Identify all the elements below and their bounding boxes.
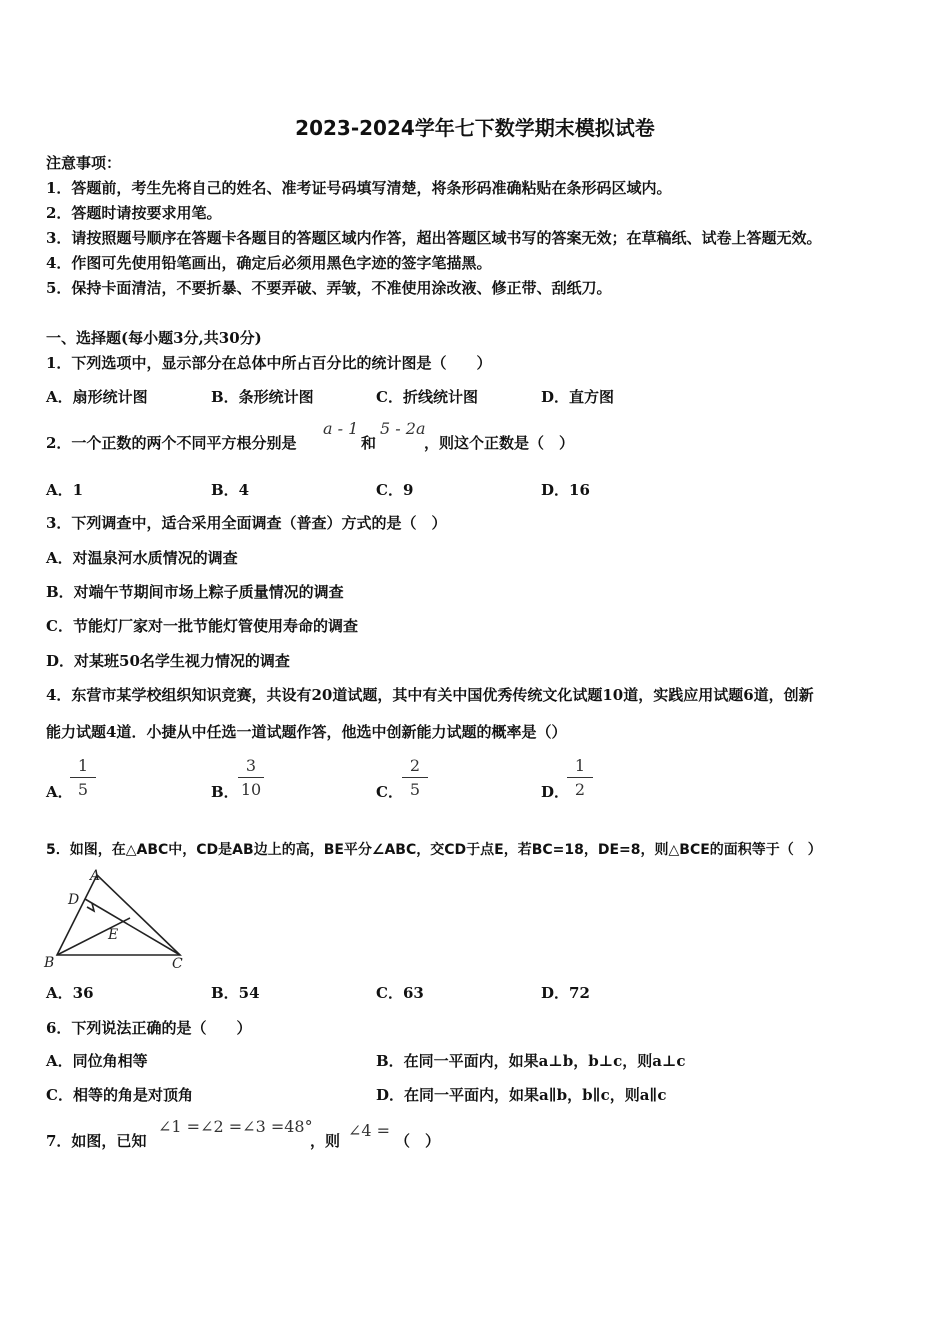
notice-item: 2．答题时请按要求用笔。 <box>46 204 222 222</box>
fraction-denominator: 5 <box>409 780 421 799</box>
vertex-label-a: A <box>90 868 101 884</box>
question-4-stem-line-2: 能力试题4道．小捷从中任选一道试题作答，他选中创新能力试题的概率是（） <box>46 723 567 741</box>
q6-option-a: A．同位角相等 <box>46 1052 148 1070</box>
question-3-stem: 3．下列调查中，适合采用全面调查（普查）方式的是（ ） <box>46 514 447 532</box>
question-7-stem-start: 7．如图，已知 <box>46 1132 147 1150</box>
question-1-stem: 1．下列选项中，显示部分在总体中所占百分比的统计图是（ ） <box>46 354 492 372</box>
question-5-stem: 5．如图，在△ABC中，CD是AB边上的高，BE平分∠ABC，交CD于点E，若BC=18，DE=8，则△BCE的面积等于（ ） <box>46 842 822 858</box>
q4-option-c-label: C． <box>376 783 403 801</box>
notice-item: 4．作图可先使用铅笔画出，确定后必须用黑色字迹的签字笔描黑。 <box>46 254 492 272</box>
fraction-numerator: 1 <box>567 756 593 778</box>
q1-option-c: C．折线统计图 <box>376 388 478 406</box>
q4-option-a-label: A． <box>46 783 73 801</box>
q2-expression-2: 5 - 2a <box>380 419 426 438</box>
notice-item: 1．答题前，考生先将自己的姓名、准考证号码填写清楚，将条形码准确粘贴在条形码区域内。 <box>46 179 672 197</box>
q5-option-b: B．54 <box>211 984 260 1002</box>
fraction-denominator: 2 <box>574 780 586 799</box>
notice-heading: 注意事项： <box>46 154 122 172</box>
vertex-label-d: D <box>68 892 80 908</box>
q3-option-d: D．对某班50名学生视力情况的调查 <box>46 652 290 670</box>
triangle-abc-outline <box>57 875 180 955</box>
q4-option-a-fraction <box>70 756 96 799</box>
q7-expression-1: ∠1 =∠2 =∠3 =48° <box>158 1117 313 1136</box>
q7-expression-2: ∠4 = <box>348 1121 391 1140</box>
q4-option-d-label: D． <box>541 783 570 801</box>
q4-option-c-fraction <box>402 756 428 799</box>
q2-option-a: A．1 <box>46 481 84 499</box>
notice-item: 3．请按照题号顺序在答题卡各题目的答题区域内作答，超出答题区域书写的答案无效；在草稿纸、试卷上答题无效。 <box>46 229 822 247</box>
q1-option-b: B．条形统计图 <box>211 388 314 406</box>
right-angle-mark <box>87 903 94 911</box>
question-7-stem-middle: ，则 <box>310 1132 341 1150</box>
q5-option-a: A．36 <box>46 984 94 1002</box>
question-7-stem-end: （ ） <box>395 1132 441 1150</box>
q4-option-b-fraction <box>238 756 264 799</box>
question-6-stem: 6．下列说法正确的是（ ） <box>46 1019 252 1037</box>
q3-option-c: C．节能灯厂家对一批节能灯管使用寿命的调查 <box>46 617 358 635</box>
question-2-stem-start: 2．一个正数的两个不同平方根分别是 <box>46 434 297 452</box>
vertex-label-e: E <box>108 927 119 943</box>
section-heading: 一、选择题(每小题3分,共30分) <box>46 329 262 347</box>
question-2-stem-and: 和 <box>361 434 377 452</box>
notice-item: 5．保持卡面清洁，不要折暴、不要弄破、弄皱，不准使用涂改液、修正带、刮纸刀。 <box>46 279 612 297</box>
q6-option-d: D．在同一平面内，如果a∥b，b∥c，则a∥c <box>376 1086 667 1104</box>
q2-option-b: B．4 <box>211 481 250 499</box>
triangle-figure <box>40 866 200 974</box>
vertex-label-b: B <box>44 955 55 971</box>
q3-option-b: B．对端午节期间市场上粽子质量情况的调查 <box>46 583 344 601</box>
q3-option-a: A．对温泉河水质情况的调查 <box>46 549 238 567</box>
vertex-label-c: C <box>172 956 183 972</box>
q4-option-b-label: B． <box>211 783 239 801</box>
q2-option-c: C．9 <box>376 481 414 499</box>
q4-option-d-fraction <box>567 756 593 799</box>
q5-option-d: D．72 <box>541 984 590 1002</box>
bisector-be <box>57 918 130 955</box>
fraction-numerator: 1 <box>70 756 96 778</box>
question-2-stem-end: ，则这个正数是（ ） <box>424 434 575 452</box>
q6-option-b: B．在同一平面内，如果a⊥b，b⊥c，则a⊥c <box>376 1052 686 1070</box>
q2-expression-1: a - 1 <box>323 419 359 438</box>
fraction-denominator: 10 <box>240 780 262 799</box>
q5-option-c: C．63 <box>376 984 424 1002</box>
q1-option-a: A．扇形统计图 <box>46 388 148 406</box>
question-4-stem-line-1: 4．东营市某学校组织知识竞赛，共设有20道试题，其中有关中国优秀传统文化试题10道，实践应用试题6道，创新 <box>46 686 814 704</box>
q2-option-d: D．16 <box>541 481 590 499</box>
q1-option-d: D．直方图 <box>541 388 615 406</box>
fraction-numerator: 3 <box>238 756 264 778</box>
q6-option-c: C．相等的角是对顶角 <box>46 1086 193 1104</box>
page-title: 2023-2024学年七下数学期末模拟试卷 <box>295 116 655 140</box>
altitude-cd <box>85 899 180 955</box>
fraction-denominator: 5 <box>77 780 89 799</box>
fraction-numerator: 2 <box>402 756 428 778</box>
